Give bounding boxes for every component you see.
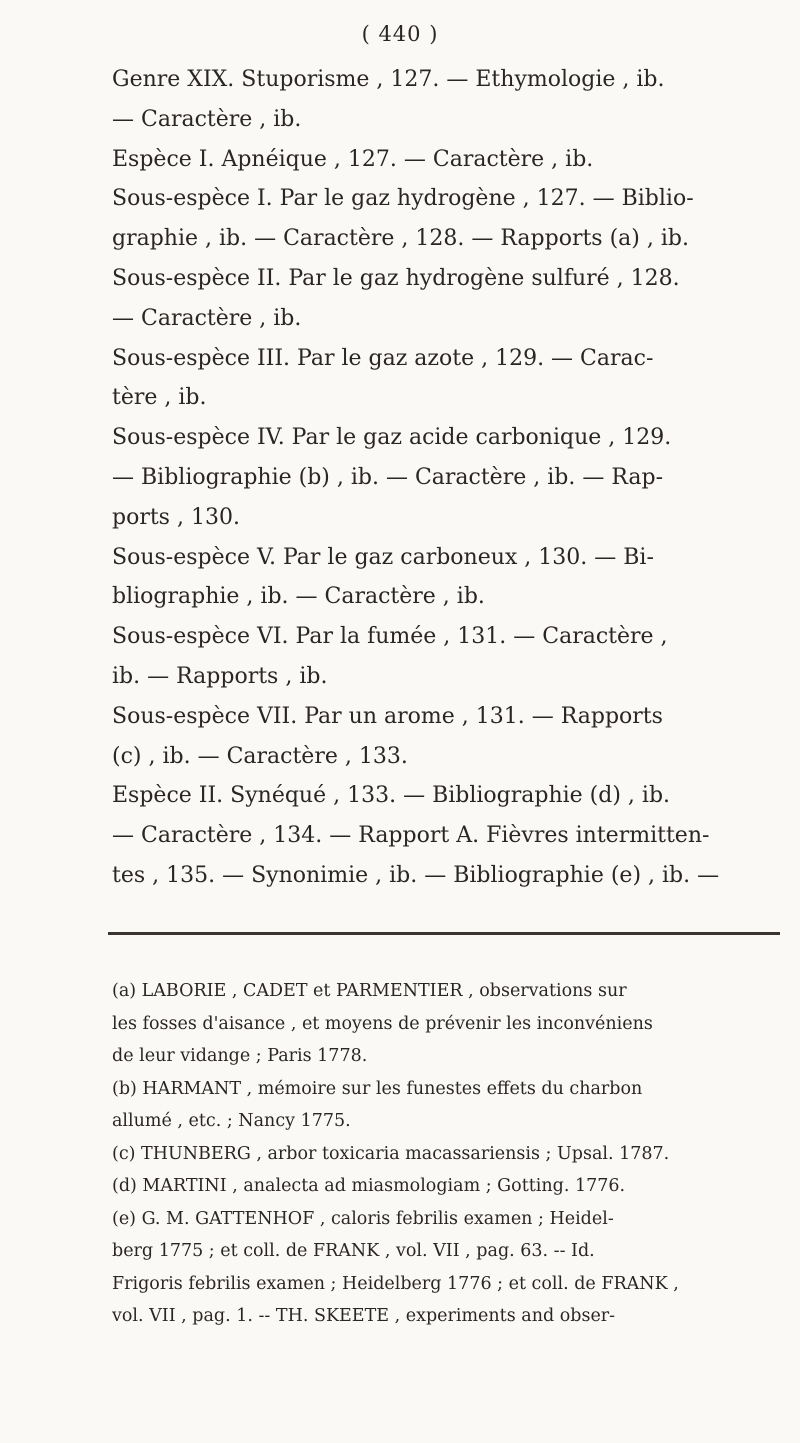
body-line: Espèce I. Apnéique , 127. — Caractère , ib. — [112, 146, 594, 172]
footnote-line: les fosses d'aisance , et moyens de prévenir les inconvéniens — [112, 1013, 653, 1034]
footnote-line: vol. VII , pag. 1. -- TH. SKEETE , experiments and obser- — [112, 1306, 616, 1326]
footnote-line: Frigoris febrilis examen ; Heidelberg 1776 ; et coll. de FRANK , — [112, 1273, 679, 1294]
body-line: tère , ib. — [112, 385, 207, 411]
body-line: (c) , ib. — Caractère , 133. — [112, 743, 408, 769]
footnote-divider — [108, 932, 780, 935]
footnote-line: (c) THUNBERG , arbor toxicaria macassariensis ; Upsal. 1787. — [112, 1143, 670, 1164]
body-line: Sous-espèce II. Par le gaz hydrogène sulfuré , 128. — [112, 265, 680, 291]
body-line: — Caractère , 134. — Rapport A. Fièvres intermitten- — [112, 823, 710, 849]
index-body-text — [112, 60, 792, 896]
body-line: Genre XIX. Stuporisme , 127. — Ethymologie , ib. — [112, 67, 665, 92]
page-number: ( 440 ) — [361, 22, 439, 46]
footnote-line: de leur vidange ; Paris 1778. — [112, 1046, 368, 1066]
body-line: tes , 135. — Synonimie , ib. — Bibliographie (e) , ib. — — [112, 862, 720, 888]
body-line: Sous-espèce V. Par le gaz carboneux , 130. — Bi- — [112, 544, 654, 570]
body-line: Sous-espèce I. Par le gaz hydrogène , 127. — Biblio- — [112, 186, 694, 212]
body-line: — Caractère , ib. — [112, 106, 302, 132]
footnote-line: (e) G. M. GATTENHOF , caloris febrilis examen ; Heidel- — [112, 1208, 614, 1229]
body-line: ports , 130. — [112, 504, 240, 530]
footnote-line: (d) MARTINI , analecta ad miasmologiam ; Gotting. 1776. — [112, 1176, 626, 1196]
body-line: Espèce II. Synéqué , 133. — Bibliographie (d) , ib. — [112, 783, 671, 809]
body-line: ib. — Rapports , ib. — [112, 663, 328, 689]
footnote-line: berg 1775 ; et coll. de FRANK , vol. VII , pag. 63. -- Id. — [112, 1241, 595, 1261]
footnotes — [112, 975, 792, 1333]
body-line: Sous-espèce IV. Par le gaz acide carbonique , 129. — [112, 425, 672, 451]
body-line: Sous-espèce VII. Par un arome , 131. — Rapports — [112, 703, 663, 729]
footnote-line: (a) LABORIE , CADET et PARMENTIER , observations sur — [112, 981, 627, 1001]
body-line: graphie , ib. — Caractère , 128. — Rapports (a) , ib. — [112, 226, 689, 252]
footnote-line: (b) HARMANT , mémoire sur les funestes effets du charbon — [112, 1078, 643, 1099]
footnote-line: allumé , etc. ; Nancy 1775. — [112, 1111, 351, 1131]
body-line: Sous-espèce VI. Par la fumée , 131. — Caractère , — [112, 624, 668, 650]
body-line: bliographie , ib. — Caractère , ib. — [112, 584, 485, 610]
body-line: Sous-espèce III. Par le gaz azote , 129. — Carac- — [112, 345, 654, 371]
body-line: — Bibliographie (b) , ib. — Caractère , ib. — Rap- — [112, 464, 664, 490]
body-line: — Caractère , ib. — [112, 305, 302, 331]
